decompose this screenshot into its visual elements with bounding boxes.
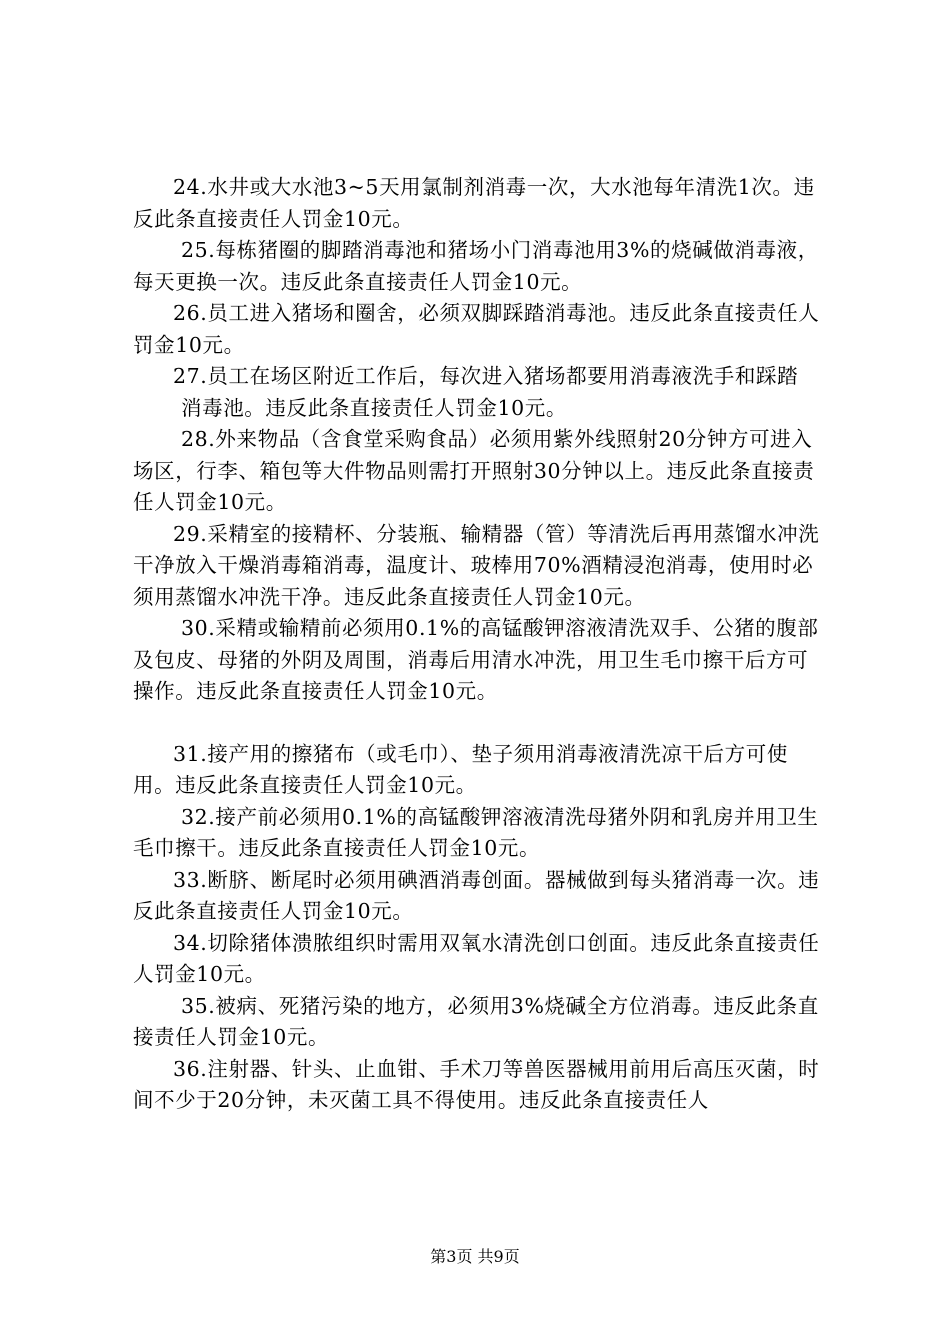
- paragraph-27: [133, 361, 829, 393]
- paragraph-31: [133, 739, 829, 802]
- paragraph-text: 消毒池。违反此条直接责任人罚金10元。: [181, 395, 567, 420]
- paragraph-24: [133, 172, 829, 235]
- document-body: [133, 172, 829, 1117]
- page-footer: 第3页 共9页: [430, 1247, 520, 1266]
- blank-line: [133, 708, 829, 739]
- paragraph-text: 28.外来物品（含食堂采购食品）必须用紫外线照射20分钟方可进入场区，行李、箱包等大件物品则需打开照射30分钟以上。违反此条直接责任人罚金10元。: [133, 427, 815, 514]
- paragraph-text: 36.注射器、针头、止血钳、手术刀等兽医器械用前用后高压灭菌，时间不少于20分钟，未灭菌工具不得使用。违反此条直接责任人: [133, 1056, 820, 1112]
- paragraph-27-continued: [133, 393, 829, 425]
- paragraph-32: [133, 802, 829, 865]
- paragraph-text: 27.员工在场区附近工作后，每次进入猪场都要用消毒液洗手和踩踏: [173, 364, 799, 388]
- paragraph-36: [133, 1054, 829, 1117]
- paragraph-text: 29.采精室的接精杯、分装瓶、输精器（管）等清洗后再用蒸馏水冲洗干净放入干燥消毒箱消毒，温度计、玻棒用70%酒精浸泡消毒，使用时必须用蒸馏水冲洗干净。违反此条直接责任人罚金10元。: [133, 521, 820, 609]
- paragraph-text: 26.员工进入猪场和圈舍，必须双脚踩踏消毒池。违反此条直接责任人罚金10元。: [133, 301, 820, 357]
- paragraph-28: [133, 424, 829, 519]
- paragraph-34: [133, 928, 829, 991]
- paragraph-30: [133, 613, 829, 708]
- paragraph-25: [133, 235, 829, 298]
- paragraph-text: 32.接产前必须用0.1%的高锰酸钾溶液清洗母猪外阴和乳房并用卫生毛巾擦干。违反此条直接责任人罚金10元。: [133, 804, 819, 860]
- paragraph-33: [133, 865, 829, 928]
- paragraph-29: [133, 519, 829, 614]
- paragraph-text: 31.接产用的擦猪布（或毛巾）、垫子须用消毒液清洗凉干后方可使用。违反此条直接责任人罚金10元。: [133, 741, 788, 797]
- paragraph-text: 24.水井或大水池3~5天用氯制剂消毒一次，大水池每年清洗1次。违反此条直接责任人罚金10元。: [133, 175, 815, 231]
- paragraph-text: 25.每栋猪圈的脚踏消毒池和猪场小门消毒池用3%的烧碱做消毒液，每天更换一次。违反此条直接责任人罚金10元。: [133, 238, 819, 294]
- paragraph-text: 35.被病、死猪污染的地方，必须用3%烧碱全方位消毒。违反此条直接责任人罚金10元。: [133, 993, 819, 1049]
- paragraph-text: 34.切除猪体溃脓组织时需用双氧水清洗创口创面。违反此条直接责任人罚金10元。: [133, 930, 820, 986]
- paragraph-text: 33.断脐、断尾时必须用碘酒消毒创面。器械做到每头猪消毒一次。违反此条直接责任人罚金10元。: [133, 867, 820, 923]
- paragraph-35: [133, 991, 829, 1054]
- paragraph-26: [133, 298, 829, 361]
- paragraph-text: 30.采精或输精前必须用0.1%的高锰酸钾溶液清洗双手、公猪的腹部及包皮、母猪的外阴及周围，消毒后用清水冲洗，用卫生毛巾擦干后方可操作。违反此条直接责任人罚金10元。: [133, 616, 819, 703]
